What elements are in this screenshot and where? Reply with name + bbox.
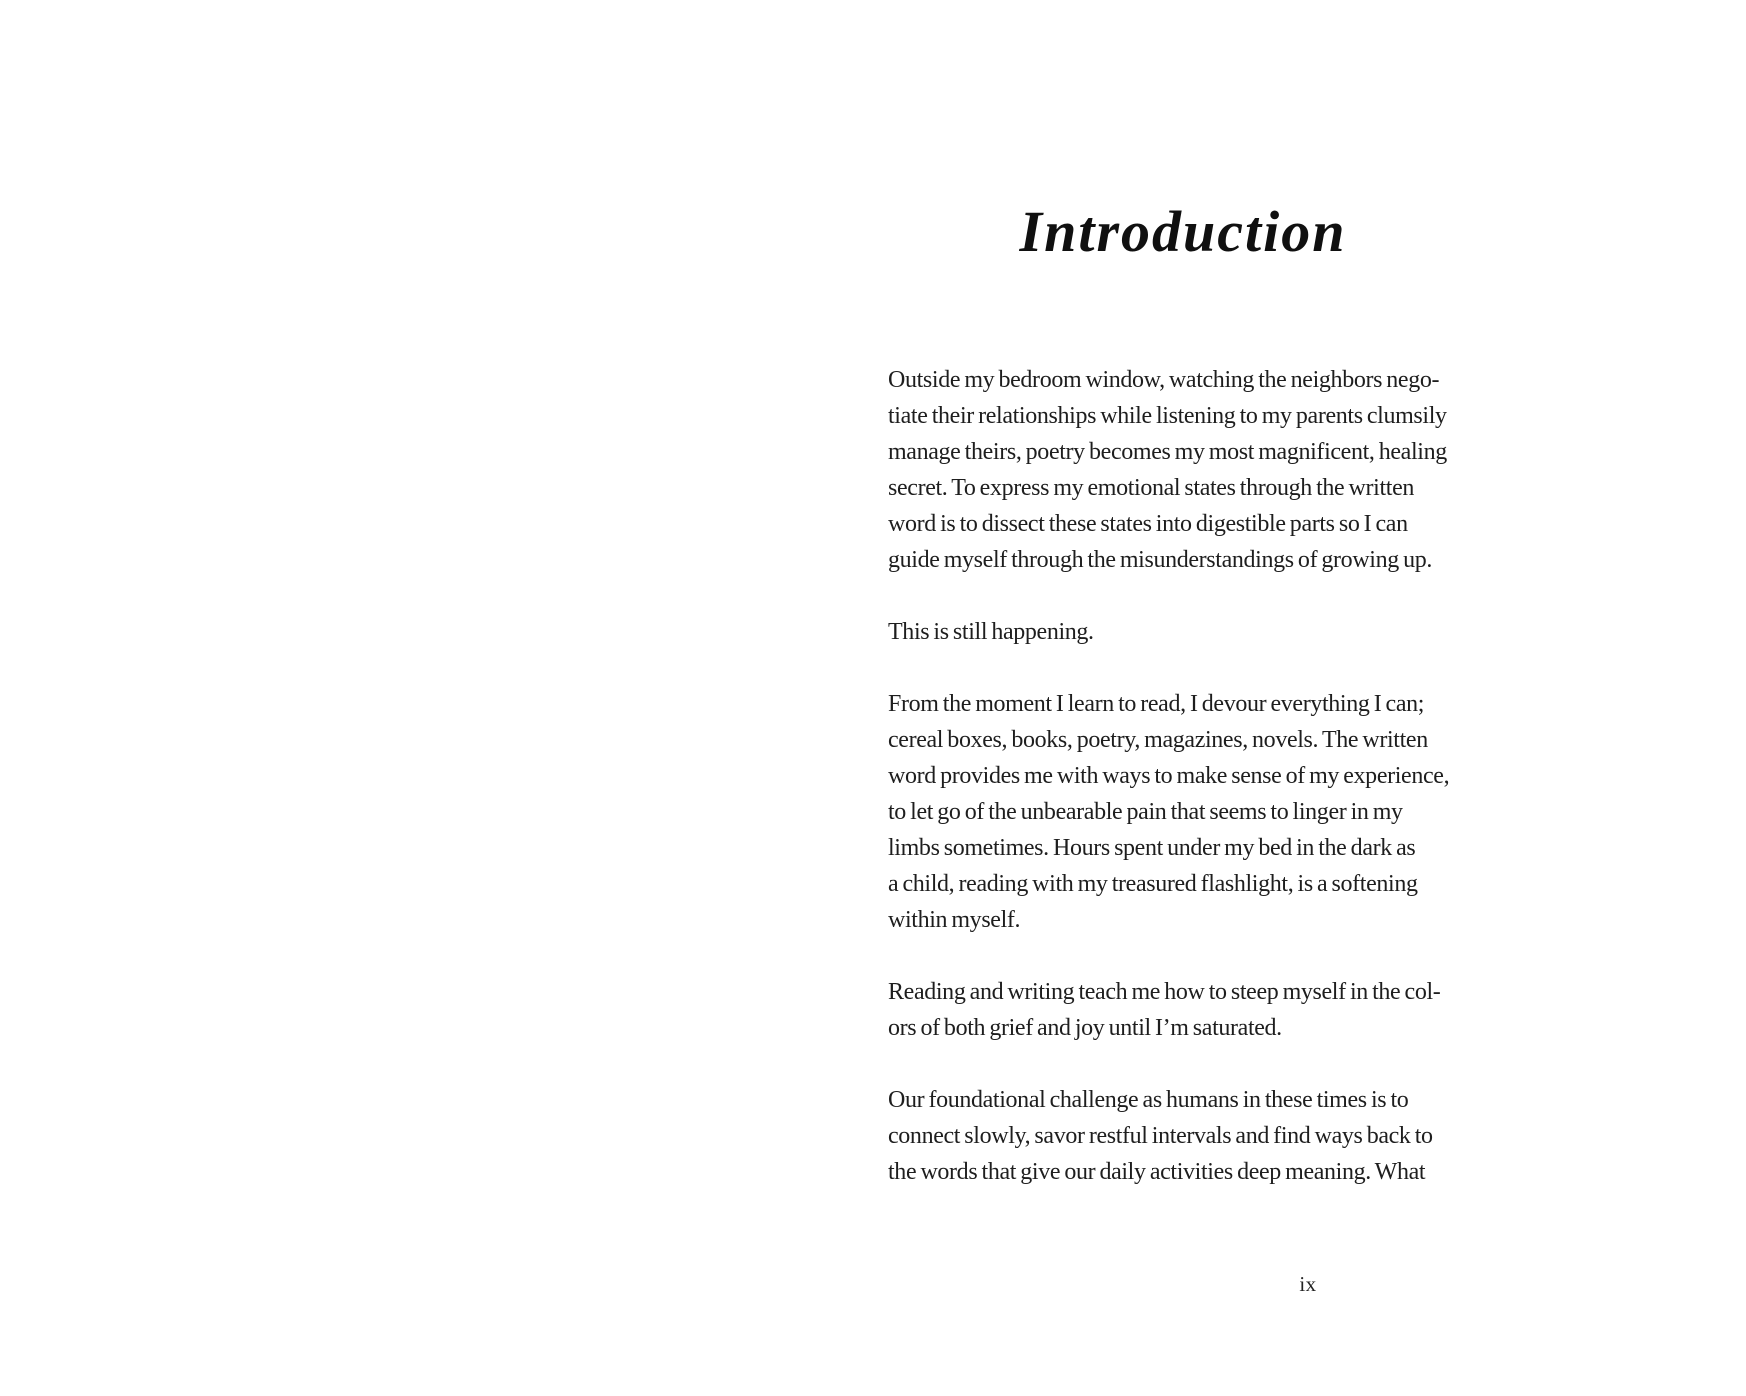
paragraph: Outside my bedroom window, watching the neighbors nego- tiate their relationships while listening to my parents clumsily manage theirs, poetry becomes my most magnificent, healing secret. To express my emotional states through the written word is to dissect these states into digestible parts so I can guide myself through the misunderstandings of growing up. [888, 367, 1447, 573]
chapter-title: Introduction [1019, 199, 1347, 264]
paragraph: Reading and writing teach me how to steep myself in the col- ors of both grief and joy until I’m saturated. [888, 979, 1441, 1041]
paragraph: From the moment I learn to read, I devour everything I can; cereal boxes, books, poetry, magazines, novels. The written word provides me with ways to make sense of my experience, to let go of the unbearable pain that seems to linger in my limbs sometimes. Hours spent under my bed in the dark as a child, reading with my treasured flashlight, is a softening within myself. [888, 691, 1450, 933]
paragraph: This is still happening. [888, 619, 1094, 645]
page-number: ix [1299, 1272, 1317, 1296]
paragraph: Our foundational challenge as humans in these times is to connect slowly, savor restful intervals and find ways back to the words that give our daily activities deep meaning. What [888, 1087, 1433, 1185]
book-page [873, 0, 1746, 1396]
body-text-column [888, 362, 1488, 1190]
